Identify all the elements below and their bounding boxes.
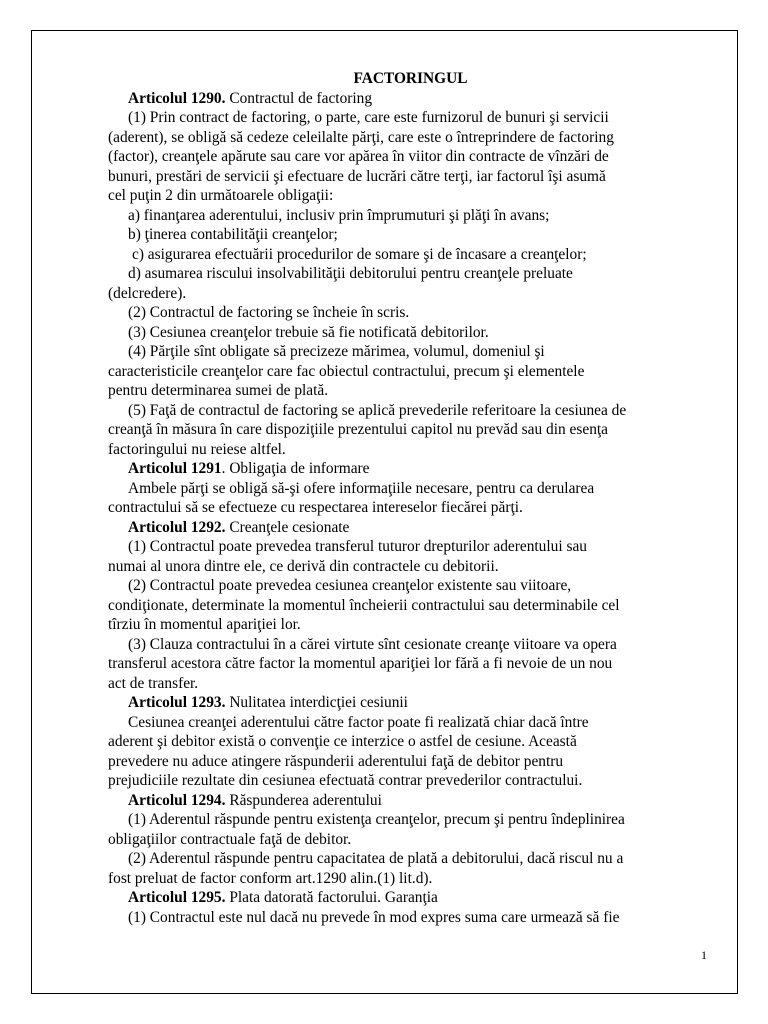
text-line: (1) Aderentul răspunde pentru existenţa creanţelor, precum şi pentru îndeplinirea [128,811,625,828]
text-line: (aderent), se obligă să cedeze celeilalte părţi, care este o întreprindere de factoring [108,128,614,146]
text-line: bunuri, prestări de servicii şi efectuare de lucrări către terţi, iar factorul îşi asumă [108,167,606,185]
article-number: Articolul 1290. [128,89,226,107]
text-line: tîrziu în momentul apariţiei lor. [108,616,301,633]
text-line: prejudiciile rezultate din cesiunea efectuată contrar prevederilor contractului. [108,772,583,789]
text-line: prevedere nu aduce atingere răspunderii aderentului faţă de debitor pentru [108,752,564,770]
text-line: a) finanţarea aderentului, inclusiv prin împrumuturi şi plăţi în avans; [128,206,550,224]
text-line: b) ţinerea contabilităţii creanţelor; [128,226,338,243]
text-line: (delcredere). [108,284,187,302]
text-line: creanţă în măsura în care dispoziţiile prezentului capitol nu prevăd sau din esenţa [108,421,609,438]
text-line: factoringului nu reiese altfel. [108,440,286,458]
article-title: Plata datorată factorului. Garanţia [225,889,438,906]
text-line: transferul acestora către factor la momentul apariţiei lor fără a fi nevoie de un nou [108,655,613,672]
article-number: Articolul 1295. [128,889,226,906]
article-title: . Obligaţia de informare [221,460,370,477]
text-line: fost preluat de factor conform art.1290 alin.(1) lit.d). [108,869,433,887]
text-line: (1) Contractul poate prevedea transferul tuturor drepturilor aderentului sau [128,538,587,555]
text-line: obligaţiilor contractuale faţă de debitor. [108,830,352,848]
text-line: (2) Contractul de factoring se încheie în scris. [128,304,410,321]
text-line: (2) Aderentul răspunde pentru capacitatea de plată a debitorului, dacă riscul nu a [128,850,624,867]
text-line: (4) Părţile sînt obligate să precizeze mărimea, volumul, domeniul şi [128,343,545,360]
text-line: (2) Contractul poate prevedea cesiunea creanţelor existente sau viitoare, [128,577,572,594]
article-title: Răspunderea aderentului [225,791,382,809]
article-heading [108,888,713,908]
text-line: (factor), creanţele apărute sau care vor apărea în viitor din contracte de vînzări de [108,148,609,165]
page-number: 1 [701,948,707,962]
text-line: caracteristicile creanţelor care fac obiectul contractului, precum şi elementele [108,362,585,380]
text-line: condiţionate, determinate la momentul încheierii contractului sau determinabile cel [108,596,620,614]
article-heading [108,518,713,538]
text-line: (5) Faţă de contractul de factoring se aplică prevederile referitoare la cesiunea de [128,401,627,419]
article-heading [108,791,713,811]
text-line: numai al unora dintre ele, ce derivă din contractele cu debitorii. [108,557,499,575]
text-line: contractului să se efectueze cu respectarea intereselor fiecărei părţi. [108,499,523,516]
article-heading [108,459,713,479]
article-number: Articolul 1292. [128,518,226,536]
article-heading [108,89,713,109]
text-line: (3) Clauza contractului în a cărei virtute sînt cesionate creanţe viitoare va opera [128,635,617,653]
text-line: c) asigurarea efectuării procedurilor de somare şi de încasare a creanţelor; [132,245,587,263]
document-title: FACTORINGUL [353,70,468,87]
text-line: act de transfer. [108,674,199,692]
text-line: Ambele părţi se obligă să-şi ofere informaţiile necesare, pentru ca derularea [128,479,595,497]
article-title: Nulitatea interdicţiei cesiunii [225,694,408,711]
document-body [108,69,713,927]
article-heading [108,693,713,713]
text-line: Cesiunea creanţei aderentului către factor poate fi realizată chiar dacă între [128,713,589,731]
document-lines [108,89,713,928]
text-line: (3) Cesiunea creanţelor trebuie să fie notificată debitorilor. [128,323,489,341]
text-line: pentru determinarea sumei de plată. [108,382,329,399]
text-line: aderent şi debitor există o convenţie ce interzice o astfel de cesiune. Această [108,733,577,750]
article-title: Contractul de factoring [225,89,373,107]
article-number: Articolul 1294. [128,791,226,809]
text-line: (1) Prin contract de factoring, o parte, care este furnizorul de bunuri şi servicii [128,109,609,126]
article-number: Articolul 1291 [128,460,222,477]
text-line: d) asumarea riscului insolvabilităţii debitorului pentru creanţele preluate [128,265,573,282]
text-line: (1) Contractul este nul dacă nu prevede în mod expres suma care urmează să fie [128,908,620,926]
article-number: Articolul 1293. [128,694,226,711]
article-title: Creanţele cesionate [225,518,350,536]
text-line: cel puţin 2 din următoarele obligaţii: [108,187,334,204]
